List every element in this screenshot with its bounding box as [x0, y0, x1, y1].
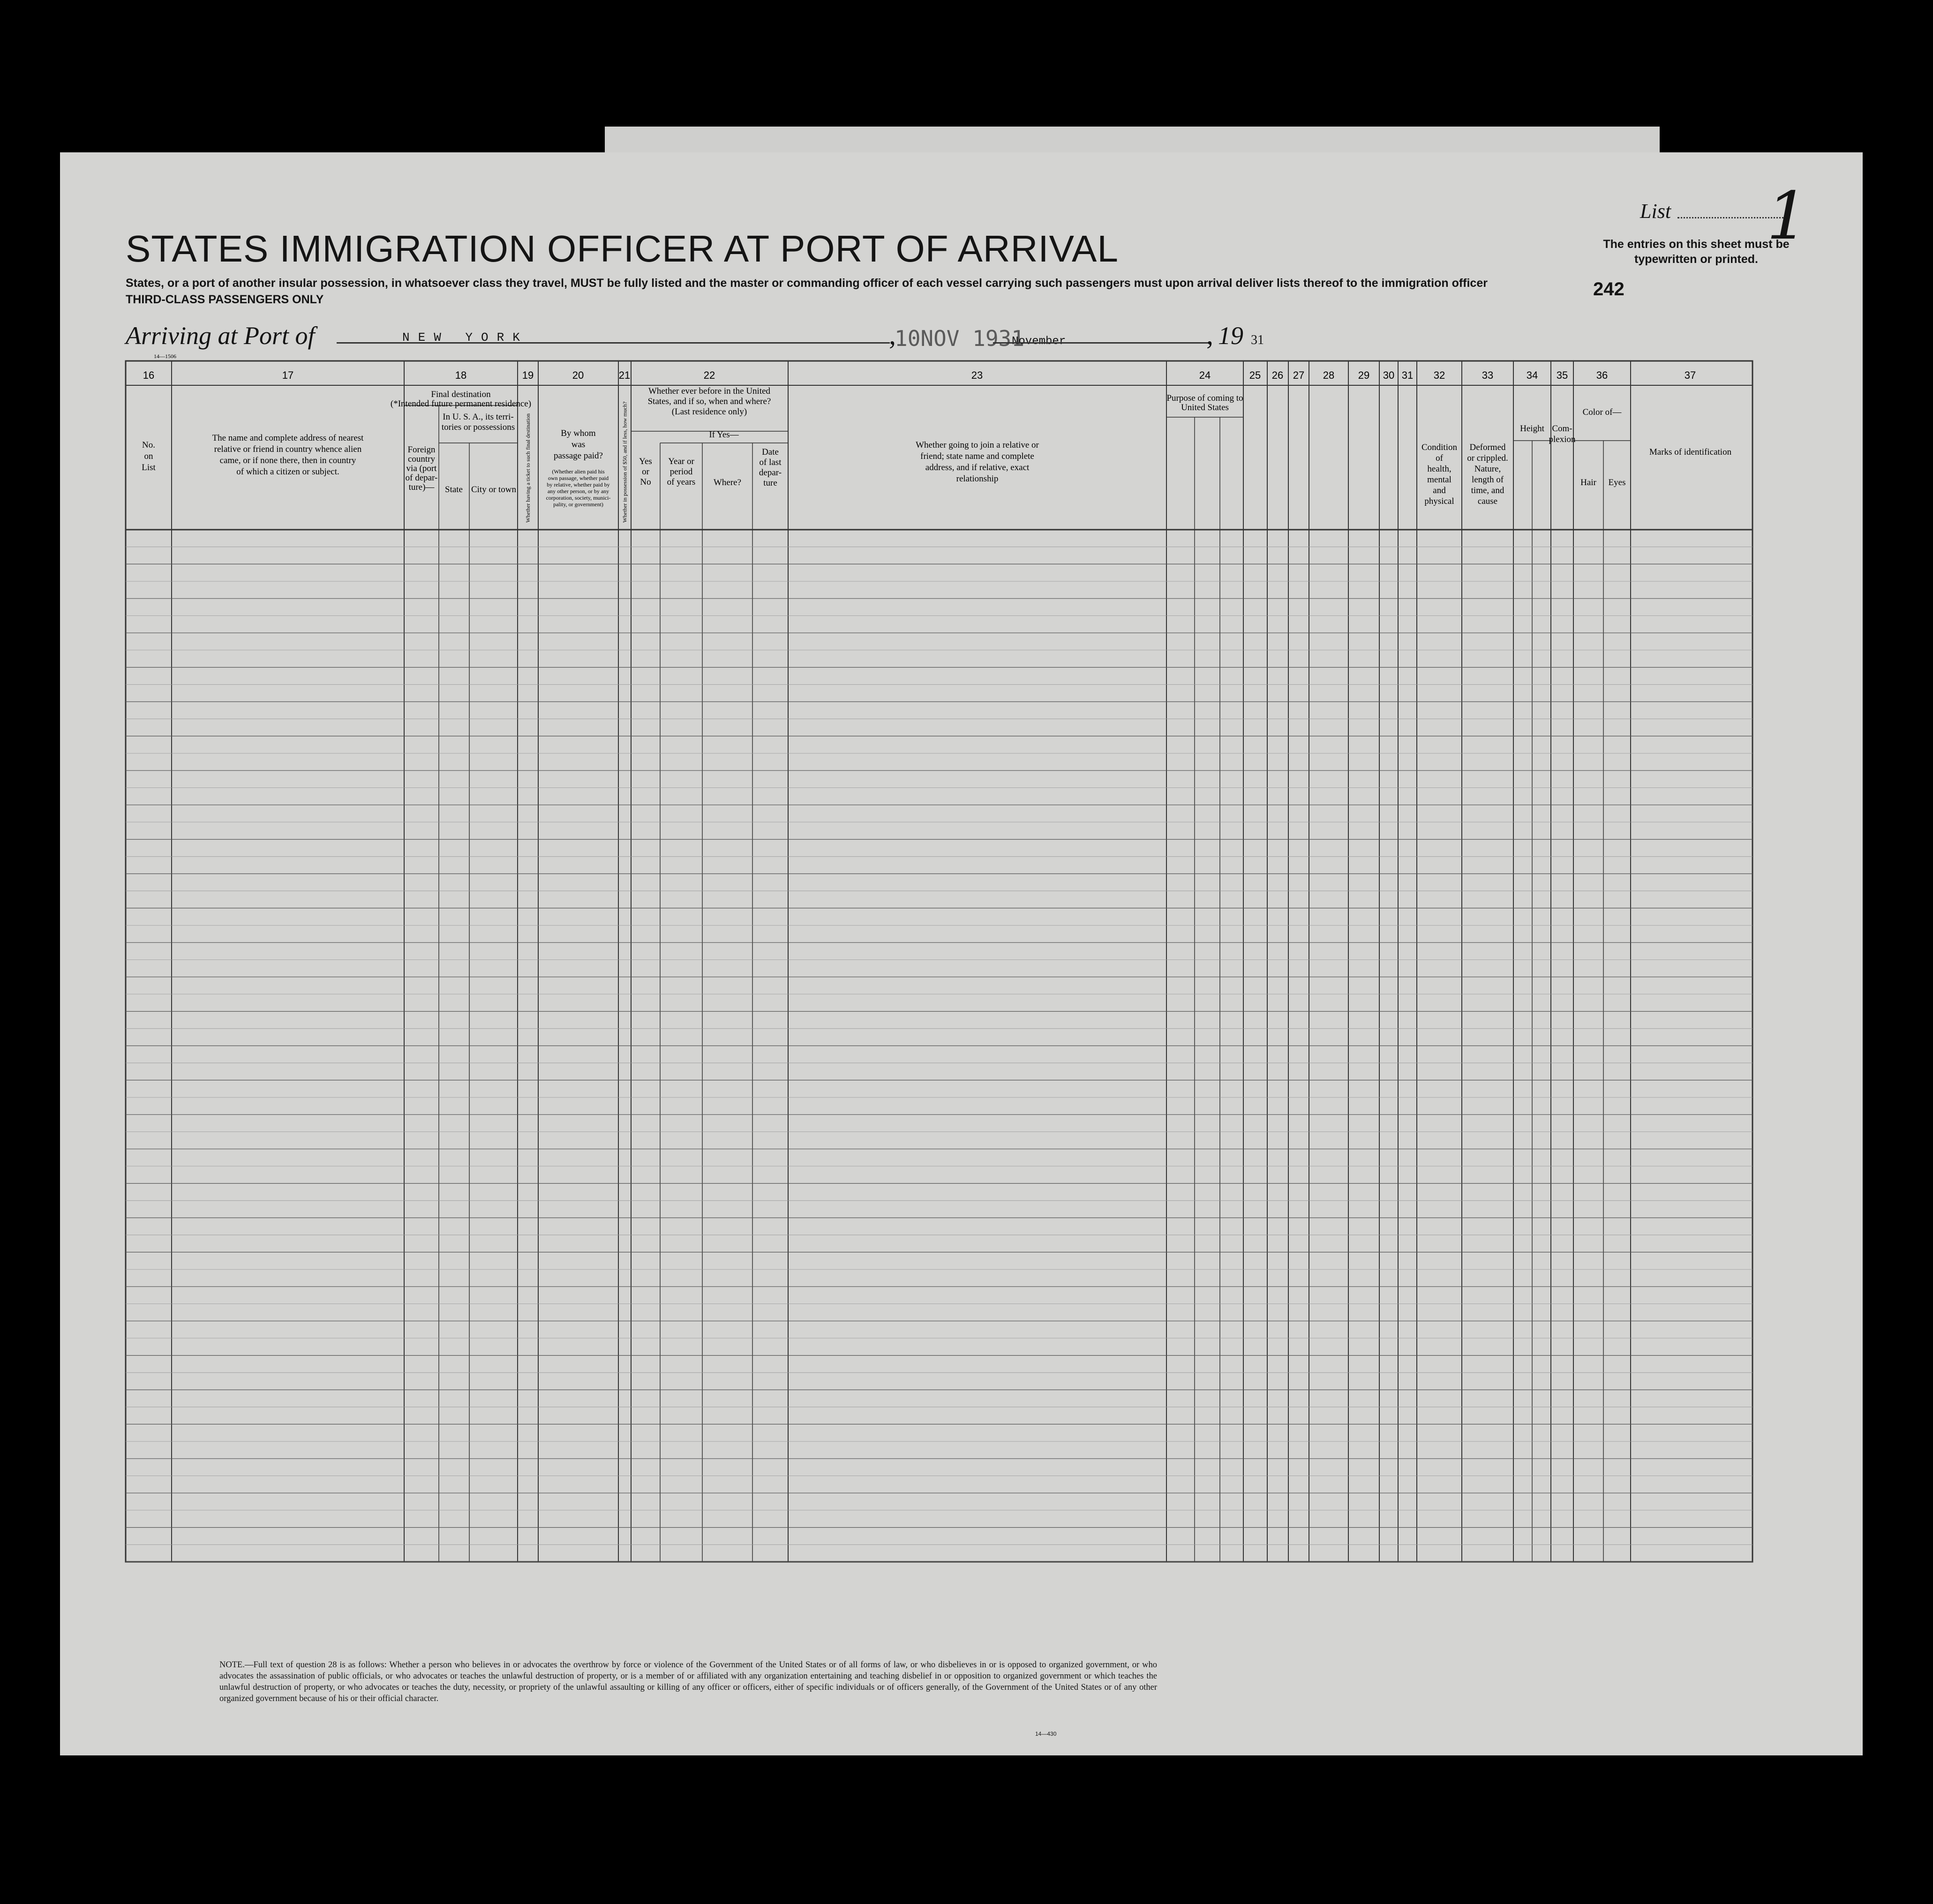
header-joining-relative: address, and if relative, exact	[925, 463, 1030, 472]
header-relative-abroad: The name and complete address of nearest	[212, 433, 364, 443]
header-passage-note: pality, or government)	[553, 501, 603, 508]
header-date-departure: depar-	[759, 468, 782, 478]
header-health: of	[1436, 453, 1443, 463]
column-number: 17	[282, 369, 294, 381]
header-joining-relative: friend; state name and complete	[920, 451, 1034, 461]
typewritten-note: The entries on this sheet must be typewritten or printed.	[1603, 238, 1790, 266]
header-passage-paid: was	[571, 440, 586, 450]
header-no-on-list: on	[144, 451, 153, 461]
column-number: 23	[971, 369, 983, 381]
header-date-departure: Date	[762, 447, 779, 457]
header-passage-note: any other person, or by any	[547, 488, 609, 495]
form-code: 14—1506	[154, 353, 176, 360]
column-number: 29	[1358, 369, 1370, 381]
header-deformed: Deformed	[1469, 442, 1506, 452]
manifest-table	[126, 353, 1804, 1641]
header-yes-no: Yes	[639, 457, 652, 466]
header-deformed: length of	[1471, 475, 1504, 485]
column-number: 28	[1323, 369, 1335, 381]
list-label: List	[1640, 200, 1671, 223]
header-previously-in-us: Whether ever before in the United	[648, 386, 771, 396]
punch-hole	[18, 724, 42, 753]
header-height: Height	[1520, 424, 1544, 434]
passenger-class: THIRD-CLASS PASSENGERS ONLY	[126, 293, 324, 306]
header-purpose: United States	[1181, 403, 1229, 412]
punch-hole	[18, 342, 42, 371]
form-title: STATES IMMIGRATION OFFICER AT PORT OF ARRIVAL	[126, 228, 1119, 270]
table-border	[126, 361, 1752, 1562]
punch-hole	[18, 1230, 42, 1259]
sheet-number: 242	[1593, 279, 1625, 300]
header-year: Year or	[668, 457, 694, 466]
column-number: 34	[1526, 369, 1538, 381]
header-ticket: Whether having a ticket to such final destination	[525, 413, 531, 523]
form-number: 14—430	[1035, 1731, 1057, 1737]
column-number: 30	[1383, 369, 1395, 381]
column-number: 21	[618, 369, 631, 381]
comma: ,	[1206, 319, 1213, 350]
header-color-of: Color of—	[1582, 407, 1622, 417]
year-prefix: 19	[1218, 322, 1243, 350]
column-number: 16	[143, 369, 155, 381]
header-relative-abroad: came, or if none there, then in country	[219, 456, 356, 465]
punch-hole	[18, 1552, 42, 1581]
list-number: 1	[1767, 178, 1809, 255]
header-yes-no: or	[642, 467, 649, 477]
arriving-label: Arriving at Port of	[126, 322, 315, 350]
header-deformed: Nature,	[1474, 464, 1501, 474]
header-previously-in-us: (Last residence only)	[671, 407, 747, 417]
header-joining-relative: relationship	[956, 474, 999, 484]
year-suffix: 31	[1251, 333, 1264, 347]
port-of-arrival: NEW YORK	[402, 330, 528, 345]
header-health: physical	[1424, 496, 1454, 506]
column-number: 31	[1401, 369, 1414, 381]
header-passage-note: own passage, whether paid	[548, 475, 609, 481]
header-where: Where?	[713, 478, 742, 487]
header-relative-abroad: relative or friend in country whence alien	[214, 444, 362, 454]
header-passage-note: corporation, society, munici-	[546, 495, 611, 501]
header-usa-territories: tories or possessions	[441, 422, 515, 432]
footnote: NOTE.—Full text of question 28 is as follows: Whether a person who believes in or advocates the overthrow by force or violence of the Government of the United States or of all forms of law, or who disbelieves in or is opposed to organized government, or who advocates the assassination of public officials, or who advocates or teaches the unlawful destruction of property, or is a member of or affiliated with any organization entertaining and teaching disbelief in or opposition to organized government or which teaches the unlawful destruction of property, or who advocates or teaches the duty, necessity, or propriety of the unlawful assaulting or killing of any officer or officers, either of specific individuals or of officers generally, of the Government of the United States or of any other organized government because of his or their official character.	[219, 1660, 1157, 1703]
comma: ,	[889, 319, 896, 350]
header-foreign-country: ture)—	[408, 482, 435, 492]
date-stamp: 10NOV 1931	[895, 326, 1024, 351]
header-if-yes: If Yes—	[709, 430, 739, 440]
column-number: 25	[1249, 369, 1261, 381]
header-marks: Marks of identification	[1649, 447, 1732, 457]
header-final-destination: Final destination	[431, 390, 491, 399]
header-foreign-country: of depar-	[405, 473, 438, 483]
arrival-month: November	[1012, 335, 1066, 348]
column-number: 22	[703, 369, 715, 381]
column-number: 27	[1293, 369, 1305, 381]
column-number: 35	[1556, 369, 1568, 381]
header-year: of years	[667, 477, 696, 487]
header-eyes: Eyes	[1608, 478, 1626, 487]
column-number: 36	[1596, 369, 1608, 381]
column-headers	[142, 386, 1731, 523]
column-number: 20	[572, 369, 584, 381]
column-number: 37	[1684, 369, 1696, 381]
column-number: 18	[455, 369, 467, 381]
header-deformed: cause	[1477, 496, 1498, 506]
header-deformed: or crippled.	[1467, 453, 1508, 463]
header-year: period	[669, 467, 693, 477]
header-deformed: time, and	[1471, 486, 1504, 495]
header-foreign-country: country	[407, 454, 436, 464]
header-complexion: plexion	[1549, 435, 1576, 444]
header-final-destination: (*Intended future permanent residence)	[390, 399, 532, 409]
column-number-row	[143, 353, 1696, 381]
punch-hole	[18, 1160, 42, 1189]
column-number: 24	[1199, 369, 1211, 381]
header-passage-note: (Whether alien paid his	[552, 468, 605, 475]
column-number: 32	[1433, 369, 1445, 381]
header-hair: Hair	[1580, 478, 1596, 487]
header-complexion: Com-	[1552, 424, 1572, 434]
table-rules	[126, 361, 1752, 1562]
header-fifty-dollars: Whether in possession of $50, and if less, how much?	[621, 401, 628, 523]
header-health: and	[1433, 486, 1446, 495]
header-date-departure: ture	[763, 478, 777, 488]
header-passage-paid: By whom	[561, 428, 596, 438]
manifest-sheet	[60, 152, 1863, 1755]
header-health: mental	[1427, 475, 1452, 485]
header-yes-no: No	[640, 477, 651, 487]
header-passage-note: by relative, whether paid by	[547, 481, 610, 488]
header-relative-abroad: of which a citizen or subject.	[236, 467, 339, 477]
header-city: City or town	[471, 485, 517, 495]
column-number: 26	[1271, 369, 1284, 381]
header-foreign-country: via (port	[406, 464, 437, 473]
header-usa-territories: In U. S. A., its terri-	[443, 412, 514, 422]
header-health: Condition	[1421, 442, 1458, 452]
column-number: 33	[1482, 369, 1494, 381]
punch-hole	[18, 1481, 42, 1510]
header-no-on-list: List	[142, 463, 156, 472]
header-passage-paid: passage paid?	[554, 451, 603, 461]
header-health: health,	[1427, 464, 1452, 474]
header-no-on-list: No.	[142, 440, 155, 450]
header-previously-in-us: States, and if so, when and where?	[647, 397, 771, 406]
header-joining-relative: Whether going to join a relative or	[916, 440, 1039, 450]
column-number: 19	[522, 369, 534, 381]
header-date-departure: of last	[759, 457, 782, 467]
header-purpose: Purpose of coming to	[1166, 393, 1243, 403]
form-instructions: States, or a port of another insular possession, in whatsoever class they travel, MUST be fully listed and the master or commanding officer of each vessel carrying such passengers must upon arrival deliver lists thereof to the immigration officer	[126, 277, 1488, 290]
header-state: State	[445, 485, 463, 495]
date-underline	[993, 342, 1209, 344]
punch-hole	[18, 412, 42, 442]
punch-hole	[18, 795, 42, 824]
header-foreign-country: Foreign	[407, 445, 436, 455]
